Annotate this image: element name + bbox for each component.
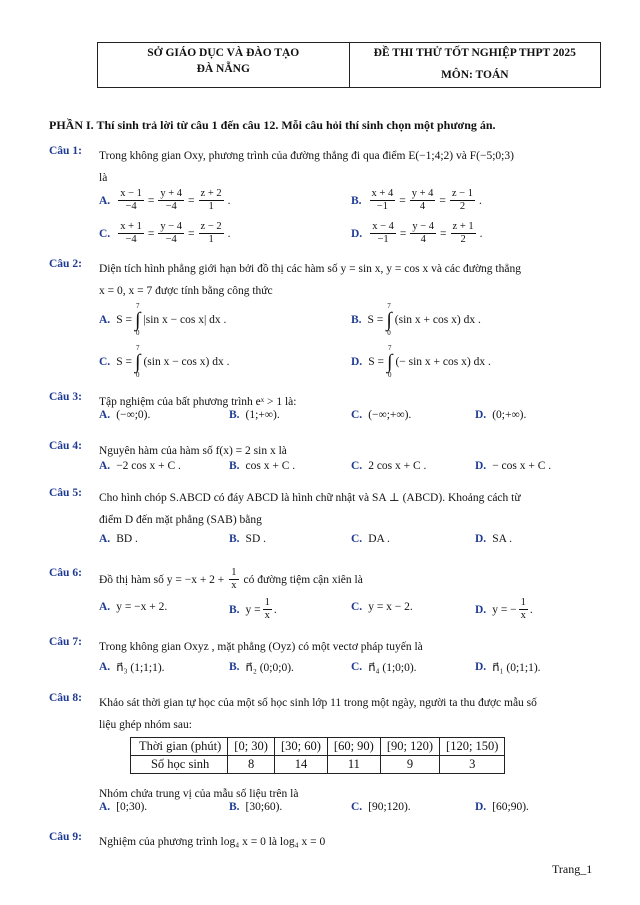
option-equation: $\frac{x - 4}{-1}$ = $\frac{y - 4}{4}$ = $\frac{z + 1}{2}$ . xyxy=(372,221,483,245)
option-value: [60;90). xyxy=(492,801,529,813)
question-text-line: Khảo sát thời gian tự học của một số học sinh lớp 11 trong một ngày, người ta thu được mẫu số xyxy=(99,697,537,709)
table-row xyxy=(131,738,505,756)
table-cell: [120; 150) xyxy=(440,738,505,756)
option-value: (1;+∞). xyxy=(245,409,280,421)
question-text-line: điểm D đến mặt phẳng (SAB) bằng xyxy=(99,514,262,526)
option-letter: C. xyxy=(99,227,111,240)
question-3 xyxy=(49,391,597,436)
option-a[interactable] xyxy=(99,302,226,338)
table-cell: Thời gian (phút) xyxy=(131,738,228,756)
option-value: y = x − 2. xyxy=(368,601,413,613)
option-value: n⃗₂ (0;0;0). xyxy=(245,662,294,674)
question-label: Câu 9: xyxy=(49,831,82,843)
fraction: $\frac{z - 1}{2}$ xyxy=(451,188,473,212)
question-text-line: x = 0, x = 7 được tính bằng công thức xyxy=(99,285,273,297)
question-text-line: là xyxy=(99,172,108,184)
option-c[interactable]: C. 2 cos x + C . xyxy=(351,460,427,472)
option-d[interactable]: D. SA . xyxy=(475,533,513,545)
option-letter: D. xyxy=(351,356,363,368)
option-letter: A. xyxy=(99,314,111,326)
integral-sign: 7 ∫ 0 xyxy=(134,344,141,379)
option-a[interactable]: A. BD . xyxy=(99,533,138,545)
question-text-line: Trong không gian Oxy, phương trình của đường thẳng đi qua điểm E(−1;4;2) và F(−5;0;3) xyxy=(99,150,514,162)
option-value: DA . xyxy=(368,533,390,545)
question-text: Trong không gian Oxyz , mặt phẳng (Oyz) có một vectơ pháp tuyến là xyxy=(99,641,423,653)
option-b[interactable]: B. SD . xyxy=(229,533,266,545)
option-d[interactable] xyxy=(351,344,491,380)
option-value: [30;60). xyxy=(245,801,283,813)
question-7 xyxy=(49,636,597,684)
option-a[interactable]: A. n⃗₃ (1;1;1). xyxy=(99,661,165,674)
fraction: $\frac{y + 4}{-4}$ xyxy=(160,188,183,212)
question-text: Nguyên hàm của hàm số f(x) = 2 sin x là xyxy=(99,445,287,457)
frequency-table xyxy=(130,737,505,774)
question-label: Câu 8: xyxy=(49,692,82,704)
option-value: −2 cos x + C . xyxy=(116,460,181,472)
option-d[interactable]: D. [60;90). xyxy=(475,801,529,813)
table-cell: 9 xyxy=(380,756,439,774)
integral-sign: 7 ∫ 0 xyxy=(386,344,393,379)
option-value: (−∞;+∞). xyxy=(368,409,412,421)
option-a[interactable]: A. (−∞;0). xyxy=(99,409,151,421)
fraction: $\frac{x + 1}{-4}$ xyxy=(120,221,142,245)
option-equation: $\frac{x + 1}{-4}$ = $\frac{y - 4}{-4}$ = $\frac{z - 2}{1}$ . xyxy=(120,221,231,245)
option-c[interactable]: C. DA . xyxy=(351,533,390,545)
header-right-cell xyxy=(350,43,601,87)
header-department: SỞ GIÁO DỤC VÀ ĐÀO TẠO xyxy=(147,47,300,59)
option-equation: $\frac{x - 1}{-4}$ = $\frac{y + 4}{-4}$ = $\frac{z + 2}{1}$ . xyxy=(120,188,231,212)
fraction: $\frac{y - 4}{4}$ xyxy=(412,221,435,245)
option-b[interactable]: B. y = $\frac{1}{x}$ . xyxy=(229,597,277,621)
question-text xyxy=(99,487,597,531)
question-label: Câu 5: xyxy=(49,487,82,499)
header-subject: MÔN: TOÁN xyxy=(440,69,509,81)
table-cell: 3 xyxy=(440,756,505,774)
option-value: SA . xyxy=(492,533,513,545)
fraction: $\frac{1}{x}$ xyxy=(264,597,270,621)
fraction: $\frac{x - 4}{-1}$ xyxy=(372,221,394,245)
question-text-line: liệu ghép nhóm sau: xyxy=(99,719,192,731)
question-label: Câu 6: xyxy=(49,567,82,579)
question-8 xyxy=(49,692,597,732)
fraction: $\frac{z + 2}{1}$ xyxy=(200,188,222,212)
option-b[interactable]: B. cos x + C . xyxy=(229,460,296,472)
fraction: $\frac{x + 4}{-1}$ xyxy=(371,188,394,212)
option-letter: B. xyxy=(351,194,362,207)
table-cell: 14 xyxy=(274,756,327,774)
question-text xyxy=(99,258,597,302)
question-text: Tập nghiệm của bất phương trình eˣ > 1 là: xyxy=(99,396,297,408)
option-d[interactable]: D. (0;+∞). xyxy=(475,409,527,421)
option-a[interactable]: A. y = −x + 2. xyxy=(99,601,168,613)
option-letter: C. xyxy=(99,356,111,368)
fraction: $\frac{1}{x}$ xyxy=(231,567,237,591)
question-8-continued xyxy=(49,783,597,823)
option-c[interactable] xyxy=(99,344,229,380)
integral-sign: 7 ∫ 0 xyxy=(134,302,141,337)
option-c[interactable]: C. [90;120). xyxy=(351,801,411,813)
option-c[interactable]: C. (−∞;+∞). xyxy=(351,409,412,421)
question-label: Câu 7: xyxy=(49,636,82,648)
header-table xyxy=(97,42,601,88)
fraction: $\frac{z + 1}{2}$ xyxy=(452,221,474,245)
question-label: Câu 1: xyxy=(49,145,82,157)
fraction: $\frac{1}{x}$ xyxy=(520,597,526,621)
question-5 xyxy=(49,487,597,557)
integral-expression: S = 7 ∫ 0 (− sin x + cos x) dx . xyxy=(368,344,491,379)
question-6 xyxy=(49,567,597,627)
fraction: $\frac{y + 4}{4}$ xyxy=(411,188,434,212)
option-d[interactable]: D. y = − $\frac{1}{x}$ . xyxy=(475,597,533,621)
option-d[interactable]: D. n⃗₁ (0;1;1). xyxy=(475,661,541,674)
option-letter: A. xyxy=(99,194,111,207)
question-1 xyxy=(49,145,597,255)
option-value: SD . xyxy=(245,533,266,545)
option-value: BD . xyxy=(116,533,138,545)
part-title: PHẦN I. Thí sinh trả lời từ câu 1 đến câu 12. Mỗi câu hỏi thí sinh chọn một phương án. xyxy=(49,118,496,132)
option-b[interactable]: B. n⃗₂ (0;0;0). xyxy=(229,661,294,674)
question-text: Đồ thị hàm số y = −x + 2 + $\frac{1}{x}$ có đường tiệm cận xiên là xyxy=(99,567,363,591)
option-value: n⃗₁ (0;1;1). xyxy=(492,662,541,674)
table-cell: 8 xyxy=(228,756,275,774)
question-label: Câu 3: xyxy=(49,391,82,403)
option-a[interactable] xyxy=(99,188,231,213)
option-value: n⃗₄ (1;0;0). xyxy=(368,662,417,674)
question-text-line: Diện tích hình phẳng giới hạn bởi đồ thị các hàm số y = sin x, y = cos x và các đường thẳng xyxy=(99,263,521,275)
option-b[interactable] xyxy=(351,302,481,338)
question-text: Nhóm chứa trung vị của mẫu số liệu trên là xyxy=(99,788,299,800)
table-row xyxy=(131,756,505,774)
option-a[interactable]: A. [0;30). xyxy=(99,801,148,813)
question-label: Câu 4: xyxy=(49,440,82,452)
option-value: − cos x + C . xyxy=(492,460,552,472)
option-b[interactable] xyxy=(351,188,482,213)
option-d[interactable] xyxy=(351,221,483,246)
option-value: [0;30). xyxy=(116,801,148,813)
page-number: Trang_1 xyxy=(552,862,593,876)
question-label: Câu 2: xyxy=(49,258,82,270)
option-letter: B. xyxy=(351,314,362,326)
option-d[interactable]: D. − cos x + C . xyxy=(475,460,552,472)
question-4 xyxy=(49,440,597,485)
question-text-line: Cho hình chóp S.ABCD có đáy ABCD là hình chữ nhật và SA ⊥ (ABCD). Khoảng cách từ xyxy=(99,492,521,504)
integral-expression: S = 7 ∫ 0 |sin x − cos x| dx . xyxy=(116,302,227,337)
question-text xyxy=(99,692,597,736)
header-city: ĐÀ NẴNG xyxy=(196,63,250,75)
table-cell: [60; 90) xyxy=(327,738,380,756)
option-c[interactable]: C. n⃗₄ (1;0;0). xyxy=(351,661,417,674)
option-a[interactable]: A. −2 cos x + C . xyxy=(99,460,181,472)
option-value: (0;+∞). xyxy=(492,409,527,421)
table-cell: [90; 120) xyxy=(380,738,439,756)
fraction: $\frac{x - 1}{-4}$ xyxy=(120,188,142,212)
option-b[interactable]: B. [30;60). xyxy=(229,801,283,813)
option-c[interactable] xyxy=(99,221,231,246)
option-equation: $\frac{x + 4}{-1}$ = $\frac{y + 4}{4}$ = $\frac{z - 1}{2}$ . xyxy=(371,188,482,212)
fraction: $\frac{z - 2}{1}$ xyxy=(200,221,222,245)
option-b[interactable]: B. (1;+∞). xyxy=(229,409,280,421)
option-letter: D. xyxy=(351,227,363,240)
integral-expression: S = 7 ∫ 0 (sin x − cos x) dx . xyxy=(116,344,230,379)
table-cell: [30; 60) xyxy=(274,738,327,756)
question-9 xyxy=(49,831,597,853)
table-cell: Số học sinh xyxy=(131,756,228,774)
option-value: cos x + C . xyxy=(245,460,296,472)
fraction: $\frac{y - 4}{-4}$ xyxy=(160,221,183,245)
question-text xyxy=(99,145,597,189)
option-value: n⃗₃ (1;1;1). xyxy=(116,662,165,674)
integral-expression: S = 7 ∫ 0 (sin x + cos x) dx . xyxy=(367,302,481,337)
question-text: Nghiệm của phương trình log₄ x = 0 là log₄ x = 0 xyxy=(99,836,326,848)
option-value: 2 cos x + C . xyxy=(368,460,427,472)
table-cell: [0; 30) xyxy=(228,738,275,756)
integral-sign: 7 ∫ 0 xyxy=(386,302,392,337)
option-value: y = −x + 2. xyxy=(116,601,168,613)
option-value: [90;120). xyxy=(368,801,411,813)
table-cell: 11 xyxy=(327,756,380,774)
header-exam-title: ĐỀ THI THỬ TỐT NGHIỆP THPT 2025 xyxy=(373,47,576,59)
option-c[interactable]: C. y = x − 2. xyxy=(351,601,413,613)
option-value: (−∞;0). xyxy=(116,409,151,421)
question-2 xyxy=(49,258,597,383)
header-left-cell xyxy=(98,43,350,87)
